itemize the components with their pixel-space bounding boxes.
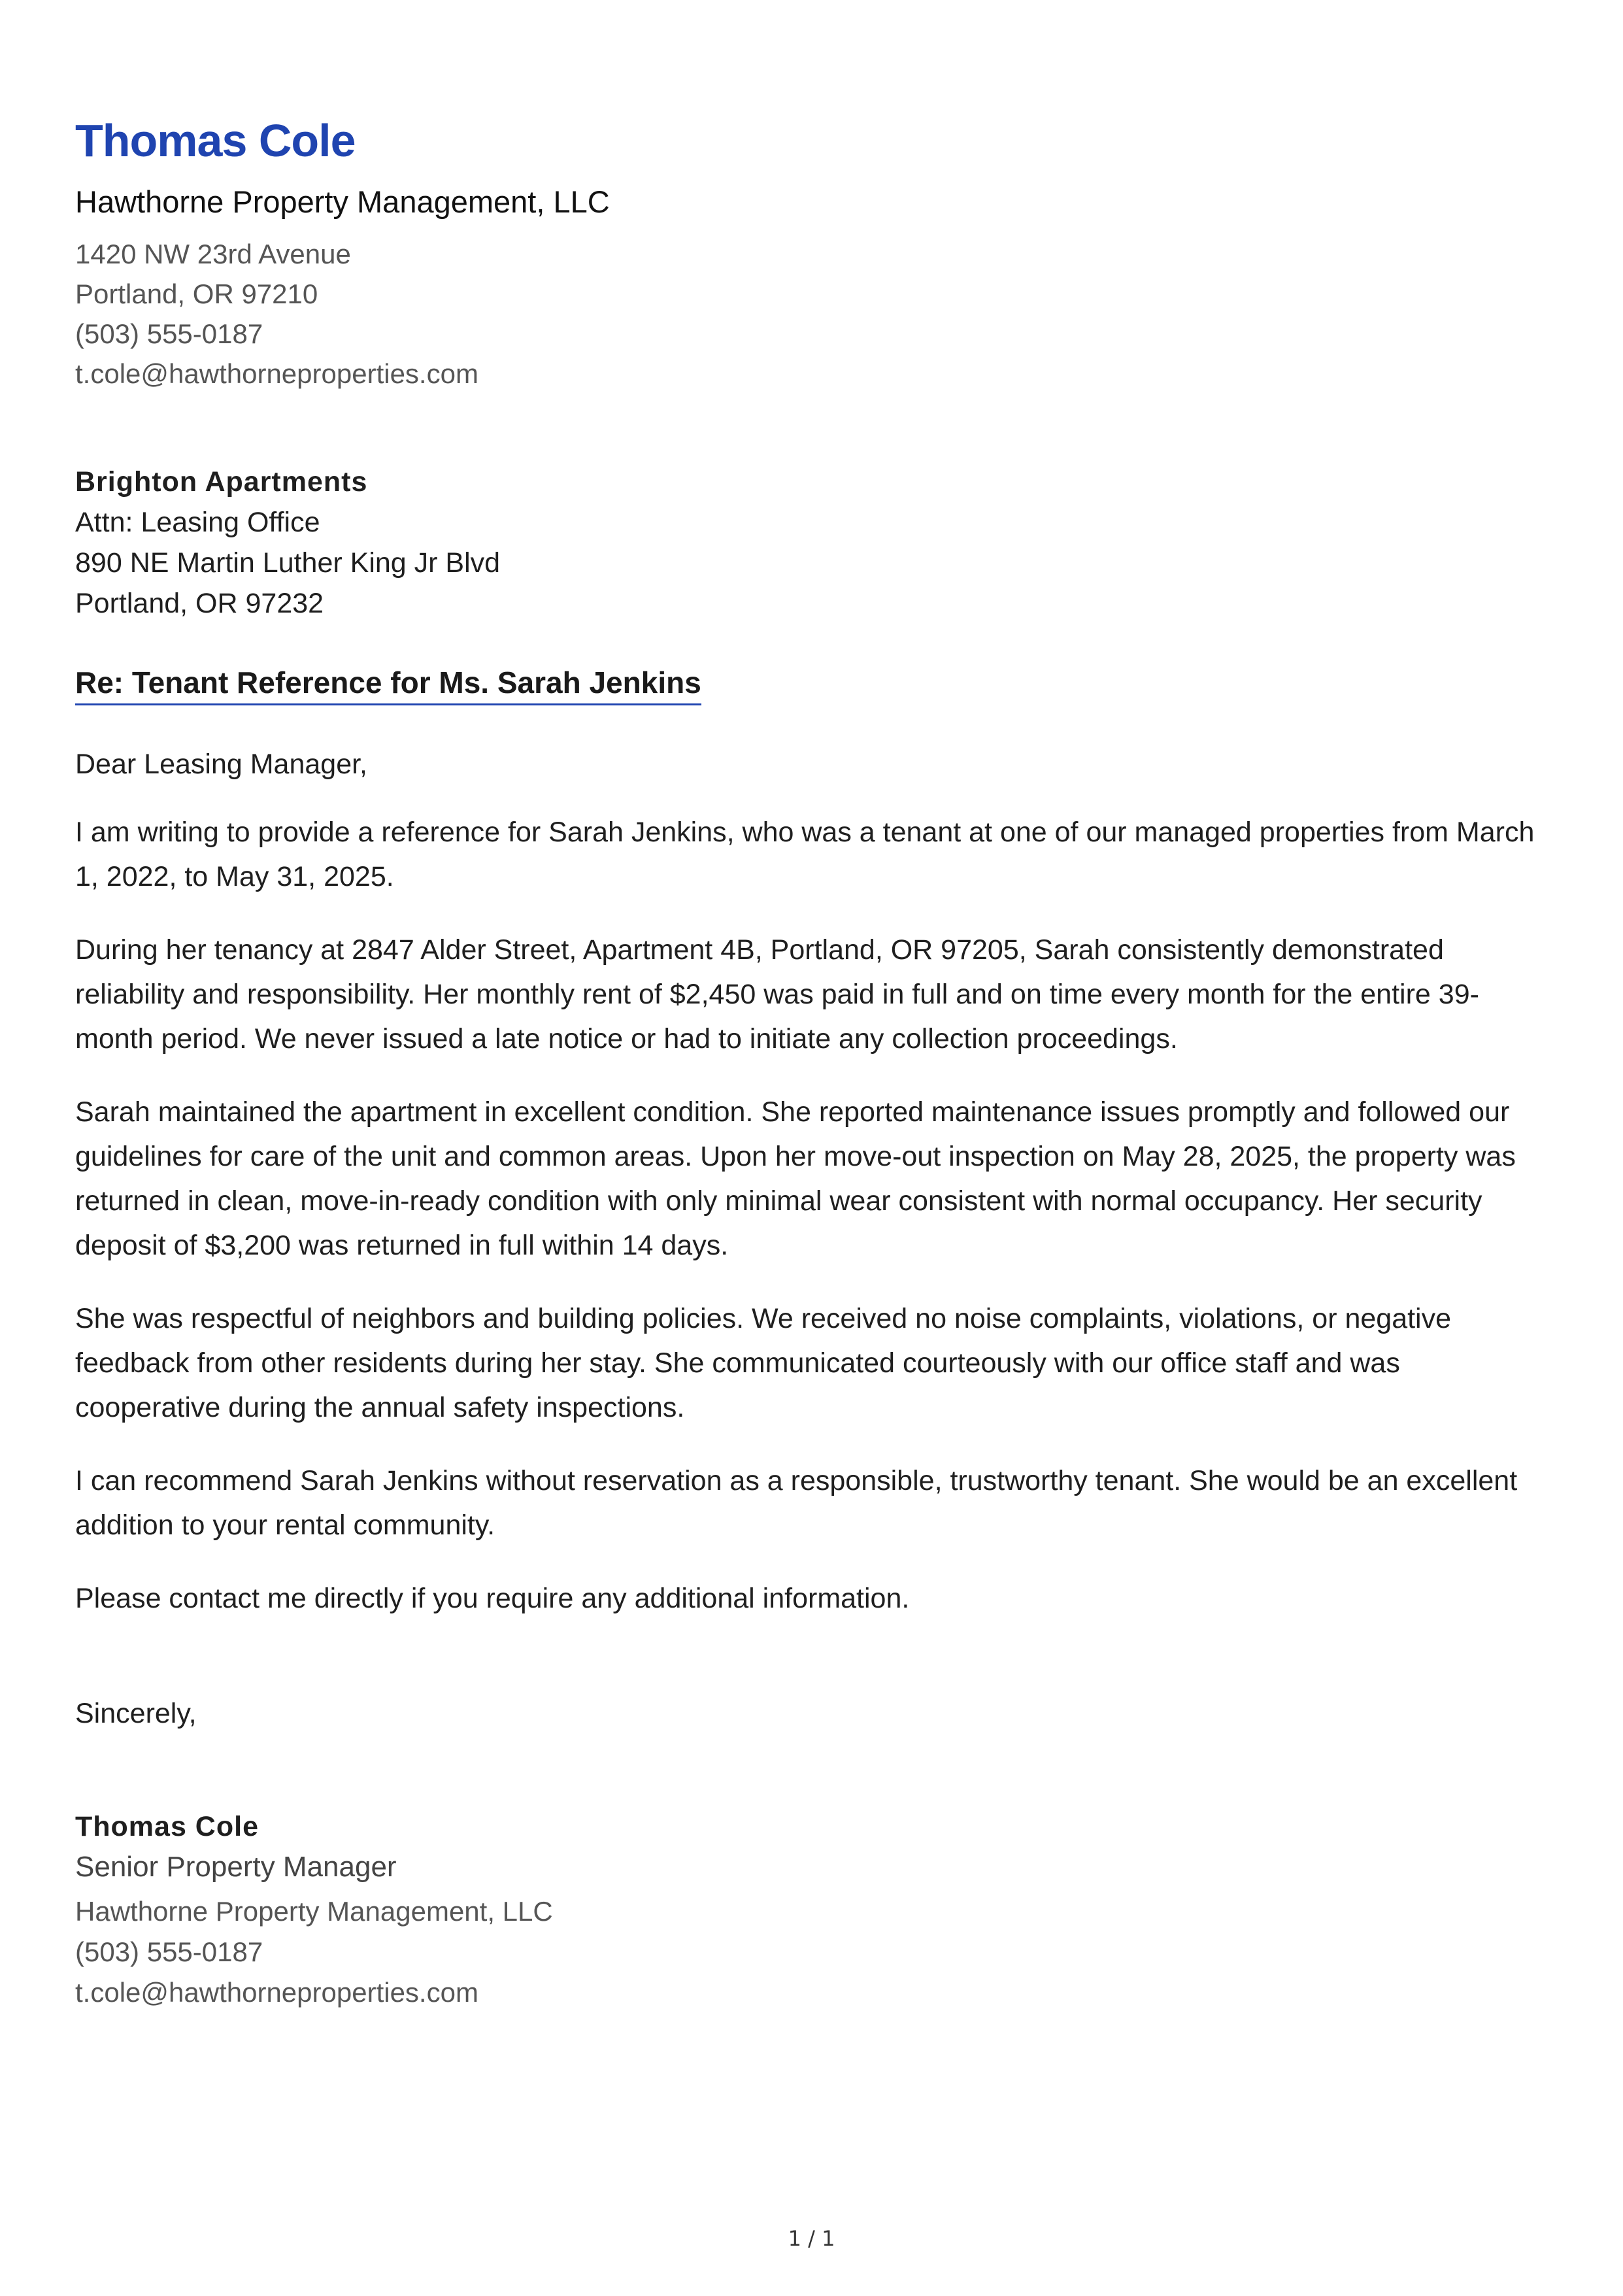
- body-paragraph-2: During her tenancy at 2847 Alder Street, Apartment 4B, Portland, OR 97205, Sarah consistently demonstrated reliability and responsibility. Her monthly rent of $2,450 was paid in full and on time every month for the entire 39-month period. We never issued a late notice or had to initiate any collection proceedings.: [75, 934, 1479, 1055]
- sender-phone: (503) 555-0187: [75, 318, 263, 349]
- sender-email: t.cole@hawthorneproperties.com: [75, 358, 478, 389]
- signature-company: Hawthorne Property Management, LLC: [75, 1896, 553, 1927]
- signature-name: Thomas Cole: [75, 1811, 259, 1842]
- signature-contact: [75, 1891, 1552, 2013]
- signature-title: Senior Property Manager: [75, 1851, 397, 1883]
- signature-email: t.cole@hawthorneproperties.com: [75, 1977, 478, 2008]
- body-paragraph-4: She was respectful of neighbors and building policies. We received no noise complaints, violations, or negative feedback from other residents during her stay. She communicated courteously with our office staff and was cooperative during the annual safety inspections.: [75, 1303, 1452, 1423]
- body-paragraph-1: I am writing to provide a reference for Sarah Jenkins, who was a tenant at one of our managed properties from March 1, 2022, to May 31, 2025.: [75, 817, 1535, 892]
- recipient-address-line2: Portland, OR 97232: [75, 588, 324, 619]
- closing: Sincerely,: [75, 1698, 197, 1729]
- page-indicator: 1 / 1: [788, 2226, 835, 2251]
- sender-name: Thomas Cole: [75, 115, 356, 166]
- letter-page: [75, 111, 1552, 2013]
- letter-body: [75, 810, 1552, 1621]
- sender-contact: [75, 234, 1552, 394]
- recipient-attention: Attn: Leasing Office: [75, 507, 320, 538]
- body-paragraph-6: Please contact me directly if you require any additional information.: [75, 1583, 910, 1614]
- sender-address-line2: Portland, OR 97210: [75, 279, 318, 309]
- recipient-block: [75, 462, 1552, 624]
- recipient-address-line1: 890 NE Martin Luther King Jr Blvd: [75, 547, 501, 579]
- subject-line: Re: Tenant Reference for Ms. Sarah Jenkins: [75, 663, 701, 705]
- sender-company: Hawthorne Property Management, LLC: [75, 184, 610, 219]
- salutation: Dear Leasing Manager,: [75, 749, 368, 780]
- body-paragraph-3: Sarah maintained the apartment in excellent condition. She reported maintenance issues promptly and followed our guidelines for care of the unit and common areas. Upon her move-out inspection on May 28, 2025, the property was returned in clean, move-in-ready condition with only minimal wear consistent with normal occupancy. Her security deposit of $3,200 was returned in full within 14 days.: [75, 1096, 1516, 1261]
- body-paragraph-5: I can recommend Sarah Jenkins without reservation as a responsible, trustworthy tenant. She would be an excellent addition to your rental community.: [75, 1465, 1518, 1541]
- signature-phone: (503) 555-0187: [75, 1936, 263, 1967]
- signature-block: [75, 1806, 1552, 2013]
- recipient-organization: Brighton Apartments: [75, 466, 368, 498]
- sender-block: [75, 111, 1552, 394]
- sender-address-line1: 1420 NW 23rd Avenue: [75, 239, 351, 269]
